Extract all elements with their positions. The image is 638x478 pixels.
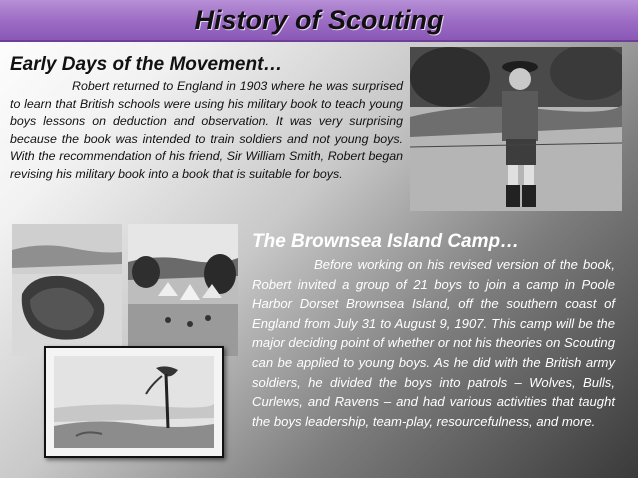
brownsea-paragraph — [252, 255, 615, 465]
brownsea-heading: The Brownsea Island Camp… — [252, 231, 520, 252]
slide-title: History of Scouting — [194, 4, 444, 35]
brownsea-text: Before working on his revised version of the book, Robert invited a group of 21 boys to join a camp in Poole Harbor Dorset Brownsea Island, off the southern coast of England from July 31 to August 9, 1907. This camp will be the major deciding point of whether or not his theories on Scouting can be applied to young boys. As he did with the British army soldiers, he divided the boys into patrols – Wolves, Bulls, Curlews, and Ravens – and had various activities that taught the boys leadership, team-play, resourcefulness, and more. — [252, 257, 615, 429]
camp-tents-photo — [128, 224, 238, 356]
island-aerial-photo — [12, 224, 122, 356]
title-bar — [0, 0, 638, 42]
baden-powell-photo — [410, 47, 622, 211]
early-days-text: Robert returned to England in 1903 where he was surprised to learn that British schools were using his military book to teach young boys lessons on deduction and observation. It was very surprising because the book was intended to train soldiers and not young boys. With the recommendation of his friend, Sir William Smith, Robert began revising his military book into a book that is suitable for boys. — [10, 79, 403, 181]
early-days-paragraph — [10, 78, 403, 218]
shoreline-tree-photo — [44, 346, 224, 458]
early-days-heading: Early Days of the Movement… — [10, 54, 283, 75]
